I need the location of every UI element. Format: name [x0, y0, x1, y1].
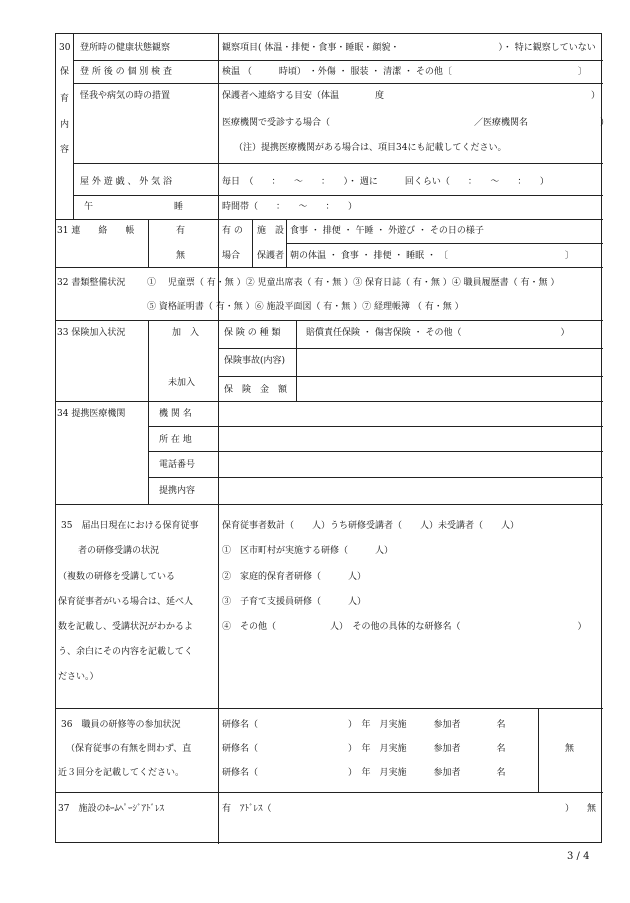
side-label: 保 [60, 67, 70, 77]
page-number: 3 / 4 [567, 851, 590, 862]
insurance-amount-label: 保 険 金 額 [224, 385, 288, 395]
col-divider [148, 320, 149, 401]
facility-label: 施 設 [257, 226, 285, 236]
injury-line1: 保護者へ連絡する目安（体温 度 ） [222, 91, 601, 101]
training-count-text: 保育従事者数計（ 人）うち研修受講者（ 人）未受講者（ 人） [222, 521, 520, 531]
row-divider [286, 243, 603, 244]
row-divider [56, 267, 603, 268]
training-count-text: ③ 子育て支援員研修（ 人） [222, 597, 367, 607]
insurance-label: 33 保険加入状況 [57, 328, 126, 338]
col-divider [148, 219, 149, 267]
homepage-none: 無 [587, 804, 597, 814]
guardian-label: 保護者 [257, 251, 285, 261]
checkup-value: 検温 （ 時頃） ・外傷 ・ 服装 ・ 清潔 ・ その他〔 〕 [222, 67, 587, 77]
checkup-label: 登 所 後 の 個 別 検 査 [80, 67, 173, 77]
training-status-text: う、余白にその内容を記載してく [58, 647, 194, 657]
training-status-text: 数を記載し、受講状況がわかるよ [58, 622, 194, 632]
training-count-text: ④ その他（ 人） その他の具体的な研修名（ ） [222, 622, 587, 632]
col-divider [538, 708, 539, 792]
documents-line1: ① 児童票（ 有・無 ）② 児童出席表（ 有・無 ）③ 保育日誌（ 有・無 ）④ 職員履歴書（ 有・無 ） [147, 278, 560, 288]
staff-training-row: 研修名（ ） 年 月実施 参加者 名 [222, 720, 506, 730]
row-divider [56, 401, 603, 402]
row-divider [73, 163, 603, 164]
col-divider [296, 320, 297, 401]
item-number: 30 [59, 43, 71, 53]
guardian-value: 朝の体温 ・ 食事 ・ 排便 ・ 睡眠 ・ 〔 〕 [290, 251, 574, 261]
side-label: 内 [60, 120, 70, 130]
col-divider [286, 219, 287, 267]
staff-training-text: （保育従事の有無を問わず、直 [66, 744, 192, 754]
row-divider [218, 348, 603, 349]
staff-training-row: 研修名（ ） 年 月実施 参加者 名 [222, 744, 506, 754]
training-status-text: 保育従事者がいる場合は、延べ人 [58, 597, 194, 607]
row-divider [148, 477, 603, 478]
contact-book-yes: 有 [176, 226, 186, 236]
row-divider [73, 83, 603, 84]
insurance-joined: 加 入 [172, 328, 200, 338]
contact-book-label: 31 連 絡 帳 [57, 226, 135, 236]
outdoor-value: 毎日 （ ： ～ ： ）・ 週に 回くらい（ ： ～ ： ） [222, 177, 549, 187]
homepage-yes: 有 ｱﾄﾞﾚｽ（ [222, 804, 272, 814]
medical-phone-label: 電話番号 [159, 460, 196, 470]
yes-case-label: 場合 [222, 251, 241, 261]
row-divider [73, 195, 603, 196]
contact-book-no: 無 [176, 251, 186, 261]
insurance-incident-label: 保険事故(内容) [224, 356, 286, 366]
col-divider [218, 34, 219, 504]
training-status-text: ださい。） [58, 672, 99, 682]
documents-line2: ⑤ 資格証明書（ 有・無 ）⑥ 施設平面図（ 有・無 ）⑦ 経理帳簿 （ 有・無 ） [147, 302, 464, 312]
insurance-not-joined: 未加入 [168, 378, 196, 388]
outdoor-label: 屋 外 遊 戯 、 外 気 浴 [80, 177, 173, 187]
yes-case-label: 有 の [222, 226, 243, 236]
col-divider [148, 401, 149, 504]
col-divider [218, 504, 219, 844]
training-count-text: ① 区市町村が実施する研修（ 人） [222, 546, 394, 556]
injury-label: 怪我や病気の時の措置 [80, 91, 171, 101]
homepage-close: ） [565, 804, 575, 814]
row-divider [148, 451, 603, 452]
training-status-text: 35 届出日現在における保育従事 [61, 521, 199, 531]
insurance-type-label: 保 険 の 種 類 [224, 328, 281, 338]
nap-label: 午 [84, 202, 94, 212]
side-label: 容 [60, 145, 70, 155]
row-divider [148, 426, 603, 427]
health-label: 登所時の健康状態観察 [80, 43, 171, 53]
side-label: 育 [60, 94, 70, 104]
row-divider [56, 219, 603, 220]
medical-partner-label: 34 提携医療機関 [57, 409, 126, 419]
row-divider [56, 320, 603, 321]
row-divider [73, 60, 603, 61]
injury-note: （注）提携医療機関がある場合は、項目34にも記載してください。 [234, 143, 507, 153]
injury-line2: 医療機関で受診する場合（ ／医療機関名 ） [222, 118, 610, 128]
training-count-text: ② 家庭的保育者研修（ 人） [222, 572, 367, 582]
facility-report-form [55, 33, 610, 843]
col-divider [73, 34, 74, 219]
row-divider [56, 504, 603, 505]
facility-value: 食事 ・ 排便 ・ 午睡 ・ 外遊び ・ その日の様子 [290, 226, 484, 236]
training-status-text: 者の研修受講の状況 [78, 546, 160, 556]
training-status-text: （複数の研修を受講している [58, 572, 176, 582]
homepage-label: 37 施設のﾎｰﾑﾍﾟｰｼﾞｱﾄﾞﾚｽ [58, 804, 164, 814]
nap-label: 睡 [174, 202, 184, 212]
row-divider [56, 792, 603, 793]
staff-training-row: 研修名（ ） 年 月実施 参加者 名 [222, 768, 506, 778]
col-divider [252, 219, 253, 267]
staff-training-text: 近３回分を記載してください。 [58, 768, 185, 778]
nap-value: 時間帯（ ： ～ ： ） [222, 202, 358, 212]
insurance-type-value: 賠償責任保険 ・ 傷害保険 ・ その他（ ） [306, 328, 570, 338]
row-divider [56, 708, 603, 709]
staff-training-text: 36 職員の研修等の参加状況 [61, 720, 181, 730]
medical-content-label: 提携内容 [159, 486, 196, 496]
row-divider [218, 376, 603, 377]
health-value: 観察項目( 体温・排便・食事・睡眠・顔貌・ ）・ 特に観察していない [222, 43, 596, 53]
medical-address-label: 所 在 地 [159, 435, 192, 445]
staff-training-none: 無 [565, 744, 575, 754]
medical-name-label: 機 関 名 [159, 409, 192, 419]
documents-label: 32 書類整備状況 [57, 278, 126, 288]
